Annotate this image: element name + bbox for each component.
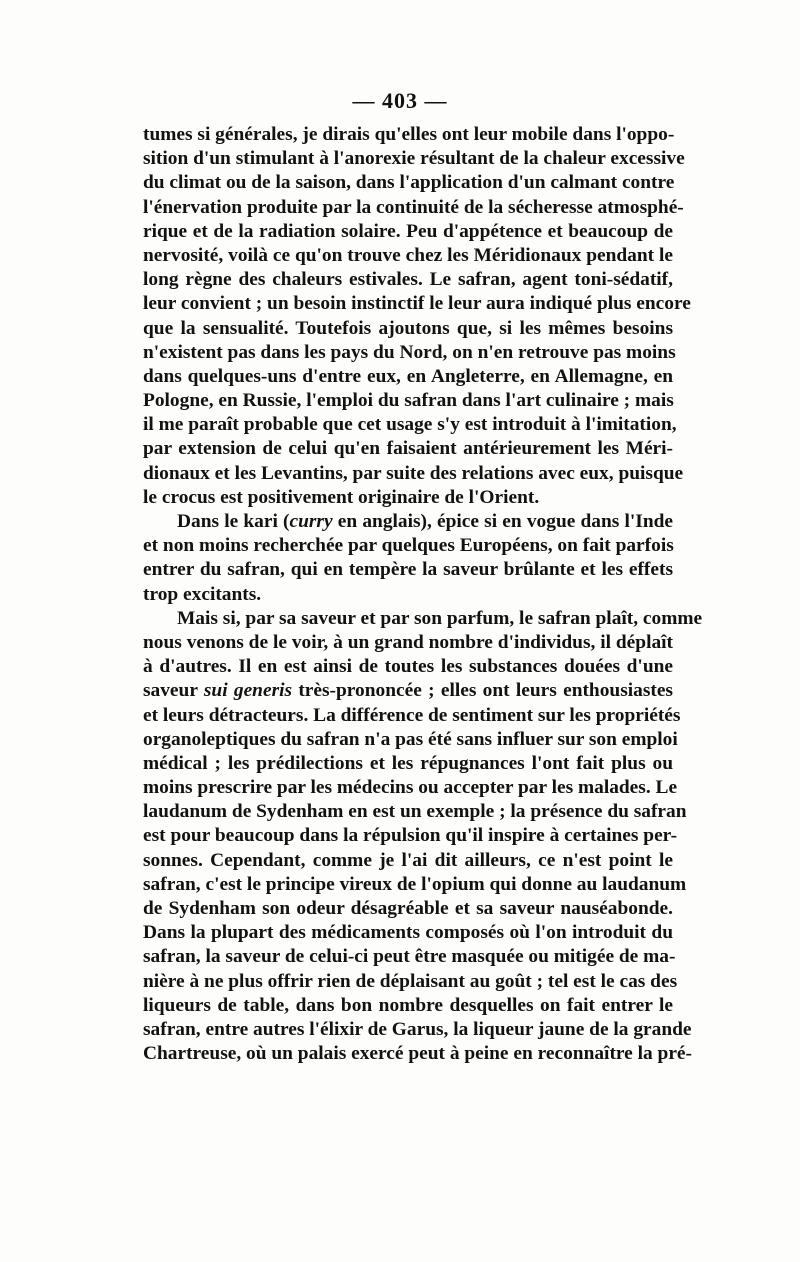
text-line: rique et de la radiation solaire. Peu d'appétence et beaucoup de	[143, 220, 673, 242]
body-text	[143, 123, 703, 1066]
paragraph	[143, 510, 673, 607]
text-line: entrer du safran, qui en tempère la saveur brûlante et les effets	[143, 559, 673, 581]
text-line: Pologne, en Russie, l'emploi du safran dans l'art culinaire ; mais	[143, 390, 674, 412]
text-line: nervosité, voilà ce qu'on trouve chez les Méridionaux pendant le	[143, 244, 673, 266]
text-line: et non moins recherchée par quelques Européens, on fait parfois	[143, 535, 674, 557]
text-line: à d'autres. Il en est ainsi de toutes les substances douées d'une	[143, 656, 673, 678]
paragraph	[143, 607, 703, 1067]
text-line: et leurs détracteurs. La différence de sentiment sur les propriétés	[143, 704, 681, 726]
text-line: n'existent pas dans les pays du Nord, on n'en retrouve pas moins	[143, 341, 676, 363]
text-line: nous venons de le voir, à un grand nombre d'individus, il déplaît	[143, 631, 673, 653]
text-line: long règne des chaleurs estivales. Le safran, agent toni-sédatif,	[143, 269, 673, 291]
text-line: il me paraît probable que cet usage s'y est introduit à l'imitation,	[143, 414, 677, 436]
text-line: leur convient ; un besoin instinctif le leur aura indiqué plus encore	[143, 293, 691, 315]
text-line: liqueurs de table, dans bon nombre desquelles on fait entrer le	[143, 994, 673, 1016]
text-line: saveur sui generis très-prononcée ; elles ont leurs enthousiastes	[143, 680, 673, 702]
text-line: est pour beaucoup dans la répulsion qu'il inspire à certaines per-	[143, 825, 678, 847]
text-line: laudanum de Sydenham en est un exemple ; la présence du safran	[143, 801, 687, 823]
text-line: Dans la plupart des médicaments composés où l'on introduit du	[143, 922, 673, 944]
text-line: de Sydenham son odeur désagréable et sa saveur nauséabonde.	[143, 898, 673, 919]
text-line: le crocus est positivement originaire de l'Orient.	[143, 486, 540, 508]
text-line: moins prescrire par les médecins ou accepter par les malades. Le	[143, 777, 678, 799]
text-line: du climat ou de la saison, dans l'application d'un calmant contre	[143, 172, 675, 194]
text-line: dans quelques-uns d'entre eux, en Angleterre, en Allemagne, en	[143, 365, 673, 387]
text-line: Mais si, par sa saveur et par son parfum, le safran plaît, comme	[177, 607, 703, 629]
text-line: sonnes. Cependant, comme je l'ai dit ailleurs, ce n'est point le	[143, 849, 673, 871]
text-line: sition d'un stimulant à l'anorexie résultant de la chaleur excessive	[143, 148, 685, 170]
text-line: que la sensualité. Toutefois ajoutons que, si les mêmes besoins	[143, 317, 673, 339]
text-line: safran, entre autres l'élixir de Garus, la liqueur jaune de la grande	[143, 1018, 692, 1040]
text-line: médical ; les prédilections et les répugnances l'ont fait plus ou	[143, 752, 673, 774]
text-line: tumes si générales, je dirais qu'elles ont leur mobile dans l'oppo-	[143, 124, 675, 145]
text-line: par extension de celui qu'en faisaient antérieurement les Méri-	[143, 438, 673, 460]
text-line: safran, la saveur de celui-ci peut être masquée ou mitigée de ma-	[143, 946, 676, 968]
text-line: Chartreuse, où un palais exercé peut à peine en reconnaître la pré-	[143, 1043, 692, 1065]
text-line: safran, c'est le principe vireux de l'opium qui donne au laudanum	[143, 873, 687, 895]
page-number: — 403 —	[352, 88, 448, 113]
text-line: l'énervation produite par la continuité de la sécheresse atmosphé-	[143, 196, 684, 218]
paragraph	[143, 123, 691, 510]
text-line: dionaux et les Levantins, par suite des relations avec eux, puisque	[143, 462, 684, 484]
text-line: Dans le kari (curry en anglais), épice si en vogue dans l'Inde	[177, 511, 674, 532]
text-line: trop excitants.	[143, 583, 262, 605]
text-line: organoleptiques du safran n'a pas été sans influer sur son emploi	[143, 728, 678, 750]
text-line: nière à ne plus offrir rien de déplaisant au goût ; tel est le cas des	[143, 970, 678, 992]
